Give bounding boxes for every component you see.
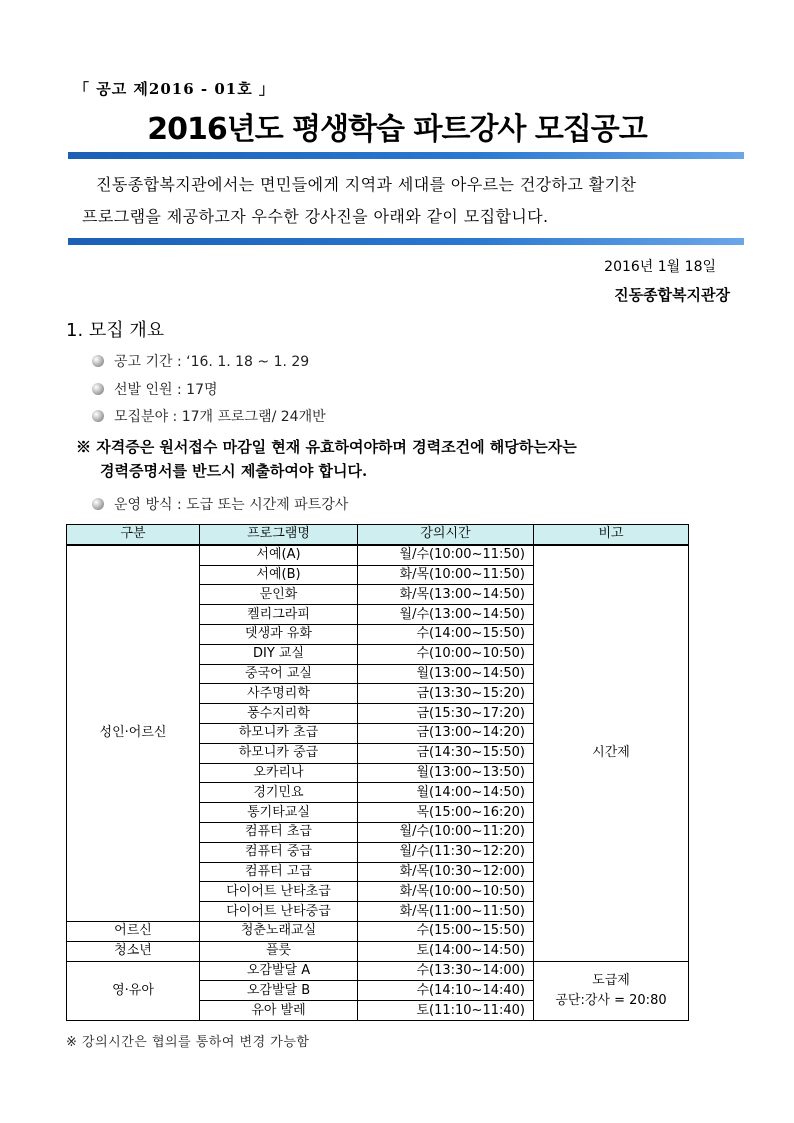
time-cell: 수(15:00~15:50) <box>358 921 534 941</box>
remark-contract: 도급제 <box>592 972 630 988</box>
time-cell: 금(15:30~17:20) <box>358 704 534 724</box>
time-cell: 화/목(10:00~11:50) <box>358 565 534 585</box>
overview-item <box>92 351 309 371</box>
program-cell: 컴퓨터 중급 <box>200 842 358 862</box>
time-cell: 월(13:00~14:50) <box>358 664 534 684</box>
program-cell: 경기민요 <box>200 783 358 803</box>
time-cell: 수(14:10~14:40) <box>358 981 534 1001</box>
program-cell: 뎃생과 유화 <box>200 624 358 644</box>
program-cell: 풍수지리학 <box>200 704 358 724</box>
time-cell: 화/목(11:00~11:50) <box>358 902 534 922</box>
bullet-icon <box>92 498 104 510</box>
intro-line-2: 프로그램을 제공하고자 우수한 강사진을 아래와 같이 모집합니다. <box>82 207 549 226</box>
time-cell: 목(15:00~16:20) <box>358 803 534 823</box>
time-cell: 월(14:00~14:50) <box>358 783 534 803</box>
table-row <box>67 961 689 981</box>
section-heading: 1. 모집 개요 <box>66 320 165 341</box>
header-time: 강의시간 <box>358 525 534 545</box>
time-cell: 월/수(10:00~11:20) <box>358 822 534 842</box>
issuer-name: 진동종합복지관장 <box>614 286 730 304</box>
category-cell: 성인·어르신 <box>67 545 200 922</box>
program-cell: 하모니카 중급 <box>200 743 358 763</box>
time-cell: 금(13:00~14:20) <box>358 723 534 743</box>
program-cell: 서예(A) <box>200 545 358 565</box>
document-date: 2016년 1월 18일 <box>604 259 716 275</box>
program-cell: 사주명리학 <box>200 684 358 704</box>
time-cell: 월/수(13:00~14:50) <box>358 605 534 625</box>
time-cell: 화/목(13:00~14:50) <box>358 585 534 605</box>
program-cell: 다이어트 난타중급 <box>200 902 358 922</box>
program-cell: 유아 발레 <box>200 1001 358 1021</box>
program-cell: 하모니카 초급 <box>200 723 358 743</box>
program-cell: 서예(B) <box>200 565 358 585</box>
time-cell: 수(13:30~14:00) <box>358 961 534 981</box>
intro-line-1: 진동종합복지관에서는 면민들에게 지역과 세대를 아우르는 건강하고 활기찬 <box>96 175 637 194</box>
remark-cell: 시간제 <box>534 545 689 961</box>
bullet-icon <box>92 383 104 395</box>
time-cell: 화/목(10:30~12:00) <box>358 862 534 882</box>
bullet-icon <box>92 410 104 422</box>
program-cell: 다이어트 난타초급 <box>200 882 358 902</box>
table-row <box>67 545 689 565</box>
qualification-note-line-1: ※ 자격증은 원서접수 마감일 현재 유효하여야하며 경력조건에 해당하는자는 <box>76 438 577 456</box>
overview-item-text: 모집분야 : 17개 프로그램/ 24개반 <box>114 409 326 425</box>
operation-method-text: 운영 방식 : 도급 또는 시간제 파트강사 <box>114 497 349 513</box>
time-cell: 토(11:10~11:40) <box>358 1001 534 1021</box>
overview-item-text: 공고 기간 : ‘16. 1. 18 ~ 1. 29 <box>114 354 310 370</box>
operation-method <box>92 494 348 514</box>
program-cell: 컴퓨터 초급 <box>200 822 358 842</box>
overview-item <box>92 406 326 426</box>
program-cell: DIY 교실 <box>200 644 358 664</box>
category-cell: 영·유아 <box>67 961 200 1020</box>
time-cell: 월(13:00~13:50) <box>358 763 534 783</box>
time-cell: 월/수(10:00~11:50) <box>358 545 534 565</box>
time-cell: 토(14:00~14:50) <box>358 941 534 961</box>
overview-item-text: 선발 인원 : 17명 <box>114 382 218 398</box>
time-cell: 금(14:30~15:50) <box>358 743 534 763</box>
program-cell: 중국어 교실 <box>200 664 358 684</box>
remark-contract-ratio: 공단:강사 = 20:80 <box>555 992 667 1008</box>
category-cell: 청소년 <box>67 941 200 961</box>
program-cell: 켈리그라피 <box>200 605 358 625</box>
program-cell: 오카리나 <box>200 763 358 783</box>
time-cell: 금(13:30~15:20) <box>358 684 534 704</box>
time-cell: 수(10:00~10:50) <box>358 644 534 664</box>
program-cell: 오감발달 B <box>200 981 358 1001</box>
qualification-note-line-2: 경력증명서를 반드시 제출하여야 합니다. <box>100 462 368 480</box>
program-cell: 청춘노래교실 <box>200 921 358 941</box>
title-divider-top <box>68 152 744 159</box>
bullet-icon <box>92 355 104 367</box>
header-program: 프로그램명 <box>200 525 358 545</box>
remark-cell <box>534 961 689 1020</box>
program-cell: 통기타교실 <box>200 803 358 823</box>
program-cell: 오감발달 A <box>200 961 358 981</box>
time-cell: 수(14:00~15:50) <box>358 624 534 644</box>
footnote: ※ 강의시간은 협의를 통하여 변경 가능함 <box>66 1035 310 1050</box>
table-header-row <box>67 525 689 545</box>
title-divider-bottom <box>68 238 744 245</box>
notice-number: 「 공고 제2016 - 01호 」 <box>74 80 275 98</box>
time-cell: 월/수(11:30~12:20) <box>358 842 534 862</box>
header-remark: 비고 <box>534 525 689 545</box>
program-cell: 플룻 <box>200 941 358 961</box>
program-cell: 컴퓨터 고급 <box>200 862 358 882</box>
time-cell: 화/목(10:00~10:50) <box>358 882 534 902</box>
category-cell: 어르신 <box>67 921 200 941</box>
header-category: 구분 <box>67 525 200 545</box>
program-schedule-table <box>66 524 689 1021</box>
program-cell: 문인화 <box>200 585 358 605</box>
document-title: 2016년도 평생학습 파트강사 모집공고 <box>147 112 647 147</box>
overview-item <box>92 379 218 399</box>
